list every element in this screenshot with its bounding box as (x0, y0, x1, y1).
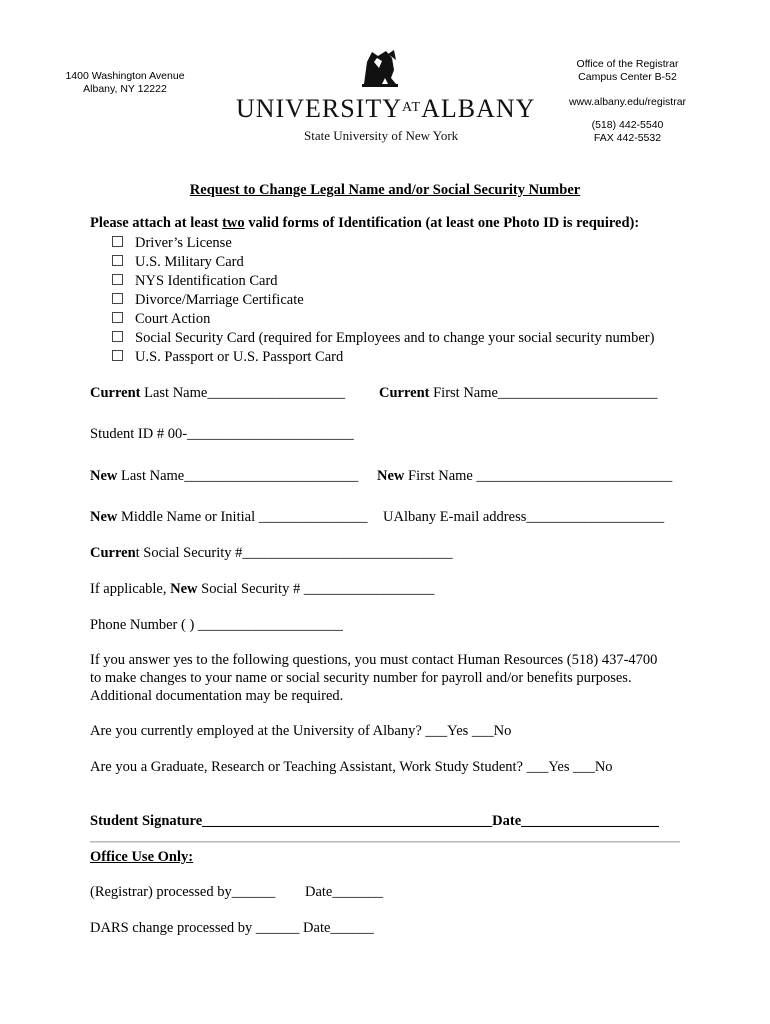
current-last-name-field[interactable] (90, 384, 345, 402)
logo-albany-word: ALBANY (421, 94, 536, 123)
new-ssn-field[interactable] (90, 580, 434, 598)
dars-processed-field[interactable]: DARS change processed by ______ Date______ (90, 920, 374, 936)
form-title: Request to Change Legal Name and/or Social Security Number (189, 182, 581, 198)
new-last-name-label: Last Name________________________ (117, 468, 359, 484)
checkbox-icon[interactable] (112, 255, 123, 266)
id-instruction (90, 214, 639, 232)
office-fax: FAX 442-5532 (593, 132, 662, 144)
checkbox-icon[interactable] (112, 312, 123, 323)
current-last-name-label: Last Name___________________ (140, 385, 346, 401)
university-logo (236, 48, 536, 148)
new-middle-name-label: Middle Name or Initial _______________ (117, 509, 368, 525)
id-instruction-emphasis: two (222, 215, 245, 231)
new-first-name-field[interactable] (377, 467, 672, 485)
new-word: New (170, 581, 198, 597)
new-word: New (90, 509, 118, 525)
current-ssn-prefix: Curren (90, 545, 136, 561)
current-ssn-label: t Social Security #_____________________________ (135, 545, 453, 561)
checkbox-icon[interactable] (112, 274, 123, 285)
office-line1: Office of the Registrar (576, 58, 679, 70)
signature-date-label: Date___________________ (492, 813, 659, 829)
id-option-social-security-card[interactable] (112, 329, 654, 348)
current-ssn-field[interactable] (90, 544, 453, 562)
id-option-label: Court Action (135, 311, 211, 327)
logo-wordmark (236, 94, 535, 124)
ualbany-email-field[interactable]: UAlbany E-mail address___________________ (383, 509, 665, 525)
new-middle-name-field[interactable] (90, 508, 367, 526)
address-block (60, 70, 190, 96)
id-instruction-text: Please attach at least (90, 215, 223, 231)
address-line2: Albany, NY 12222 (83, 83, 167, 95)
office-block (560, 58, 695, 84)
id-option-label: Divorce/Marriage Certificate (135, 292, 304, 308)
contact-block (560, 119, 695, 145)
section-divider (90, 841, 680, 843)
logo-tagline: State University of New York (304, 128, 459, 143)
id-option-label: Social Security Card (required for Employees and to change your social security number) (135, 330, 655, 346)
current-word: Current (90, 385, 141, 401)
office-phone: (518) 442-5540 (591, 119, 664, 131)
office-line2: Campus Center B-52 (578, 71, 677, 83)
phone-number-field[interactable]: Phone Number ( ) ____________________ (90, 617, 343, 633)
registrar-processed-field[interactable]: (Registrar) processed by______ (90, 884, 276, 900)
id-option-label: U.S. Military Card (135, 254, 244, 270)
new-word: New (377, 468, 405, 484)
id-option-military-card[interactable] (112, 253, 654, 272)
logo-at-word: AT (402, 100, 422, 115)
logo-university-word: UNIVERSITY (236, 94, 402, 123)
new-word: New (90, 468, 118, 484)
employed-question[interactable]: Are you currently employed at the University of Albany? ___Yes ___No (90, 723, 512, 739)
id-option-label: U.S. Passport or U.S. Passport Card (135, 349, 344, 365)
student-signature-field[interactable] (90, 812, 659, 830)
current-first-name-label: First Name______________________ (429, 385, 658, 401)
new-ssn-label: Social Security # __________________ (197, 581, 435, 597)
id-option-passport[interactable] (112, 348, 654, 367)
id-options-list (112, 234, 654, 367)
new-first-name-label: First Name ___________________________ (404, 468, 673, 484)
checkbox-icon[interactable] (112, 350, 123, 361)
current-first-name-field[interactable] (379, 384, 657, 402)
id-option-divorce-marriage[interactable] (112, 291, 654, 310)
signature-label: Student Signature________________________________________ (90, 813, 493, 829)
new-last-name-field[interactable] (90, 467, 358, 485)
id-option-label: Driver’s License (135, 235, 232, 251)
office-use-heading: Office Use Only: (90, 849, 194, 865)
id-option-court-action[interactable] (112, 310, 654, 329)
id-option-label: NYS Identification Card (135, 273, 278, 289)
checkbox-icon[interactable] (112, 331, 123, 342)
checkbox-icon[interactable] (112, 236, 123, 247)
id-instruction-text-end: valid forms of Identification (at least one Photo ID is required): (244, 215, 640, 231)
current-word: Current (379, 385, 430, 401)
registrar-website: www.albany.edu/registrar (568, 96, 687, 108)
checkbox-icon[interactable] (112, 293, 123, 304)
registrar-date-field[interactable]: Date_______ (305, 884, 384, 900)
new-ssn-prefix: If applicable, (90, 581, 171, 597)
student-id-field[interactable]: Student ID # 00-_______________________ (90, 426, 354, 442)
id-option-nys-id[interactable] (112, 272, 654, 291)
assistant-question[interactable]: Are you a Graduate, Research or Teaching Assistant, Work Study Student? ___Yes ___No (90, 759, 613, 775)
hr-notice: If you answer yes to the following questions, you must contact Human Resources (518) 437-4700 to make changes to your name or social security number for payroll and/or benefits purposes. Additional documentation may be required. (90, 652, 658, 704)
id-option-drivers-license[interactable] (112, 234, 654, 253)
address-line1: 1400 Washington Avenue (65, 70, 185, 82)
